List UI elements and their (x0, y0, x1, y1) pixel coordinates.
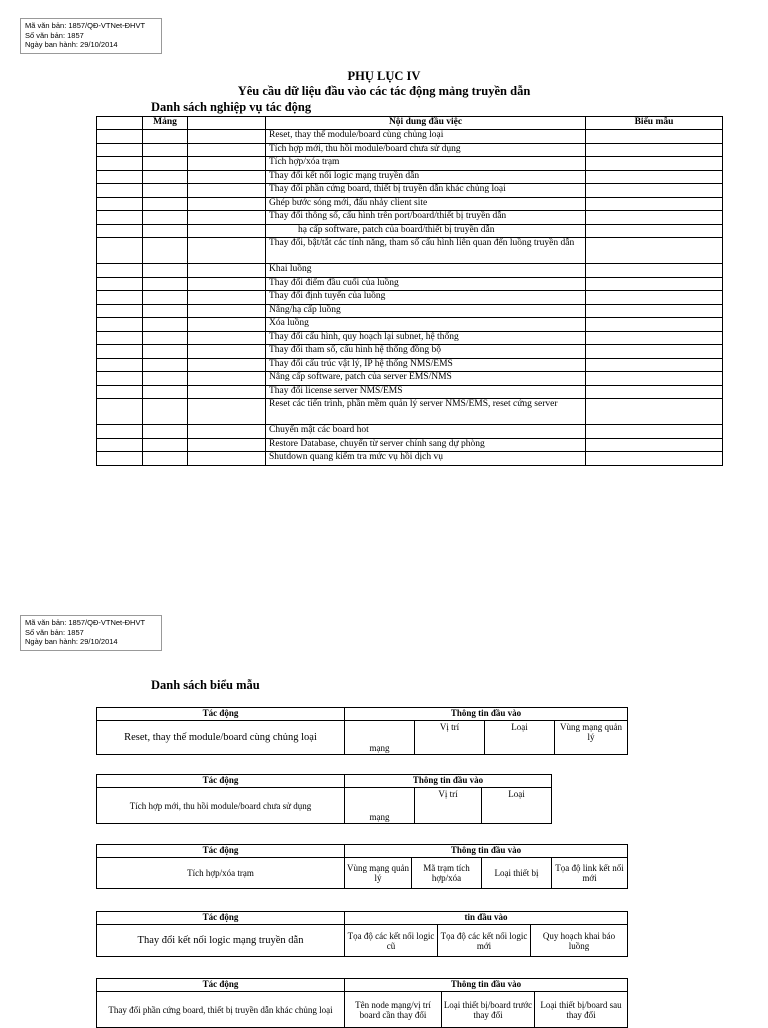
empty-cell (586, 452, 723, 466)
table-row (97, 170, 723, 184)
empty-cell (143, 211, 188, 225)
form-action: Tích hợp mới, thu hồi module/board chưa sử dụng (97, 788, 345, 824)
form-header-input: Thông tin đầu vào (345, 708, 628, 721)
empty-cell (97, 304, 143, 318)
empty-cell (586, 399, 723, 425)
empty-cell (586, 291, 723, 305)
form-header-action: Tác động (97, 845, 345, 858)
task-content-cell: Thay đổi phần cứng board, thiết bị truyền dẫn khác chủng loại (266, 184, 586, 198)
task-content-cell: Shutdown quang kiểm tra mức vụ hồi dịch vụ (266, 452, 586, 466)
form-header-action: Tác động (97, 912, 345, 925)
form-header-action: Tác động (97, 708, 345, 721)
form-field: Loại (482, 788, 552, 824)
empty-cell (97, 358, 143, 372)
form-table-logic-connection (96, 911, 628, 957)
task-content-cell: Thay đổi điểm đầu cuối của luồng (266, 277, 586, 291)
empty-cell (188, 291, 266, 305)
task-content-cell: Ghép bước sóng mới, đấu nhảy client site (266, 197, 586, 211)
form-field: Vị trí (415, 721, 485, 755)
stamp-doc-number: Số văn bản: 1857 (25, 30, 84, 40)
form-field: Loại thiết bị (482, 858, 552, 889)
form-field: mạng (345, 721, 415, 755)
task-content-cell: Thay đổi cấu hình, quy hoạch lại subnet, hệ thống (266, 331, 586, 345)
form-field: Tên node mạng/vị trí board cần thay đổi (345, 992, 442, 1028)
empty-cell (97, 170, 143, 184)
empty-cell (586, 197, 723, 211)
empty-cell (97, 157, 143, 171)
task-content-cell: Thay đổi license server NMS/EMS (266, 385, 586, 399)
empty-cell (97, 438, 143, 452)
empty-cell (97, 385, 143, 399)
form-table-integrate-site (96, 844, 628, 889)
task-content-cell: Tích hợp mới, thu hồi module/board chưa sử dụng (266, 143, 586, 157)
table-row (97, 425, 723, 439)
empty-cell (188, 211, 266, 225)
empty-cell (143, 143, 188, 157)
empty-cell (143, 224, 188, 238)
form-table-integrate-module (96, 774, 552, 824)
task-content-cell: Thay đổi cấu trúc vật lý, IP hệ thống NMS/EMS (266, 358, 586, 372)
form-field: Vị trí (415, 788, 482, 824)
form-header-input: Thông tin đầu vào (345, 775, 552, 788)
empty-cell (143, 264, 188, 278)
form-field: Tọa độ link kết nối mới (552, 858, 628, 889)
form-header-input: Thông tin đầu vào (345, 845, 628, 858)
appendix-subtitle: Yêu cầu dữ liệu đầu vào các tác động mảng truyền dẫn (237, 84, 531, 98)
table-header-row (97, 117, 723, 130)
empty-cell (188, 385, 266, 399)
appendix-title: PHỤ LỤC IV (347, 69, 421, 83)
empty-cell (143, 399, 188, 425)
empty-cell (188, 184, 266, 198)
form-field: Tọa độ các kết nối logic cũ (345, 925, 438, 957)
table-row (97, 399, 723, 425)
empty-cell (97, 211, 143, 225)
empty-cell (586, 170, 723, 184)
task-content-cell: Restore Database, chuyển từ server chính sang dự phòng (266, 438, 586, 452)
empty-cell (143, 425, 188, 439)
table-row (97, 211, 723, 225)
form-field: Quy hoạch khai báo luồng (531, 925, 628, 957)
empty-cell (97, 197, 143, 211)
task-content-cell: Nâng cấp software, patch của server EMS/NMS (266, 372, 586, 386)
empty-cell (97, 143, 143, 157)
empty-cell (586, 345, 723, 359)
task-content-cell: Thay đổi kết nối logic mạng truyền dẫn (266, 170, 586, 184)
table-row (97, 372, 723, 386)
empty-cell (586, 425, 723, 439)
empty-cell (586, 372, 723, 386)
empty-cell (143, 331, 188, 345)
form-field: Loại thiết bị/board sau thay đổi (535, 992, 628, 1028)
form-field: Loại thiết bị/board trước thay đổi (442, 992, 535, 1028)
table-row (97, 238, 723, 264)
form-action: Thay đổi phần cứng board, thiết bị truyền dẫn khác chủng loại (97, 992, 345, 1028)
empty-cell (143, 238, 188, 264)
form-field: Vùng mạng quản lý (345, 858, 412, 889)
table-row (97, 143, 723, 157)
empty-cell (143, 277, 188, 291)
table-row (97, 157, 723, 171)
task-content-cell: Reset, thay thế module/board cùng chủng loại (266, 130, 586, 144)
empty-cell (97, 452, 143, 466)
task-content-cell: Thay đổi thông số, cấu hình trên port/board/thiết bị truyền dẫn (266, 211, 586, 225)
stamp-issue-date: Ngày ban hành: 29/10/2014 (25, 40, 118, 49)
table-row (97, 358, 723, 372)
form-field: mạng (345, 788, 415, 824)
empty-cell (97, 372, 143, 386)
empty-cell (188, 157, 266, 171)
empty-cell (586, 318, 723, 332)
empty-cell (143, 197, 188, 211)
task-content-cell: Chuyển mật các board hot (266, 425, 586, 439)
empty-cell (188, 331, 266, 345)
form-field: Mã trạm tích hợp/xóa (412, 858, 482, 889)
table-row (97, 331, 723, 345)
empty-cell (188, 224, 266, 238)
form-table-reset-module (96, 707, 628, 755)
header-blank (188, 117, 266, 130)
empty-cell (143, 318, 188, 332)
form-field: Tọa độ các kết nối logic mới (438, 925, 531, 957)
empty-cell (586, 157, 723, 171)
empty-cell (97, 224, 143, 238)
empty-cell (143, 157, 188, 171)
table-row (97, 197, 723, 211)
empty-cell (143, 304, 188, 318)
empty-cell (586, 358, 723, 372)
section-heading-forms: Danh sách biểu mẫu (151, 678, 260, 692)
empty-cell (586, 143, 723, 157)
empty-cell (143, 291, 188, 305)
empty-cell (143, 385, 188, 399)
task-content-cell: Tích hợp/xóa trạm (266, 157, 586, 171)
empty-cell (586, 438, 723, 452)
empty-cell (143, 130, 188, 144)
empty-cell (188, 372, 266, 386)
form-action: Reset, thay thế module/board cùng chủng loại (97, 721, 345, 755)
stamp-doc-code: Mã văn bản: 1857/QĐ-VTNet-ĐHVT (25, 21, 146, 30)
empty-cell (188, 170, 266, 184)
empty-cell (97, 331, 143, 345)
table-row (97, 291, 723, 305)
task-content-cell: Nâng/hạ cấp luồng (266, 304, 586, 318)
form-field: Vùng mạng quản lý (555, 721, 628, 755)
stamp-doc-code: Mã văn bản: 1857/QĐ-VTNet-ĐHVT (25, 618, 146, 627)
empty-cell (586, 331, 723, 345)
empty-cell (188, 425, 266, 439)
empty-cell (97, 318, 143, 332)
empty-cell (143, 358, 188, 372)
empty-cell (586, 130, 723, 144)
header-task-content: Nội dung đầu việc (266, 117, 586, 130)
empty-cell (188, 438, 266, 452)
header-form: Biểu mẫu (586, 117, 723, 130)
empty-cell (586, 277, 723, 291)
empty-cell (143, 438, 188, 452)
form-table-hardware-change (96, 978, 628, 1028)
empty-cell (188, 197, 266, 211)
empty-cell (97, 184, 143, 198)
task-content-cell: Thay đổi định tuyến của luồng (266, 291, 586, 305)
table-row (97, 184, 723, 198)
stamp-issue-date: Ngày ban hành: 29/10/2014 (25, 637, 118, 646)
empty-cell (97, 238, 143, 264)
document-stamp (20, 18, 162, 54)
empty-cell (188, 452, 266, 466)
empty-cell (188, 264, 266, 278)
table-row (97, 277, 723, 291)
task-content-cell: Khai luồng (266, 264, 586, 278)
table-row (97, 438, 723, 452)
table-row (97, 130, 723, 144)
empty-cell (586, 264, 723, 278)
task-content-cell: Thay đổi, bật/tắt các tính năng, tham số cấu hình liên quan đến luồng truyền dẫn (266, 238, 586, 264)
form-action: Tích hợp/xóa trạm (97, 858, 345, 889)
form-header-action: Tác động (97, 979, 345, 992)
stamp-doc-number: Số văn bản: 1857 (25, 627, 84, 637)
table-row (97, 264, 723, 278)
section-heading-operations: Danh sách nghiệp vụ tác động (151, 100, 312, 114)
form-header-input: tin đầu vào (345, 912, 628, 925)
empty-cell (143, 170, 188, 184)
table-row (97, 304, 723, 318)
empty-cell (586, 238, 723, 264)
task-content-cell: Reset các tiến trình, phần mềm quản lý server NMS/EMS, reset cứng server (266, 399, 586, 425)
empty-cell (97, 399, 143, 425)
empty-cell (188, 277, 266, 291)
form-header-action: Tác động (97, 775, 345, 788)
header-area: Mảng (143, 117, 188, 130)
empty-cell (188, 399, 266, 425)
empty-cell (97, 291, 143, 305)
empty-cell (188, 143, 266, 157)
form-action: Thay đổi kết nối logic mạng truyền dẫn (97, 925, 345, 957)
empty-cell (586, 184, 723, 198)
task-content-cell: Thay đổi tham số, cấu hình hệ thống đồng bộ (266, 345, 586, 359)
empty-cell (188, 130, 266, 144)
empty-cell (586, 385, 723, 399)
form-field: Loại (485, 721, 555, 755)
empty-cell (188, 238, 266, 264)
table-row (97, 345, 723, 359)
empty-cell (586, 211, 723, 225)
empty-cell (188, 304, 266, 318)
empty-cell (97, 264, 143, 278)
task-content-cell: hạ cấp software, patch của board/thiết bị truyền dẫn (266, 224, 586, 238)
document-stamp-page-2 (20, 615, 162, 651)
empty-cell (97, 425, 143, 439)
empty-cell (143, 345, 188, 359)
empty-cell (586, 304, 723, 318)
empty-cell (97, 130, 143, 144)
form-header-input: Thông tin đầu vào (345, 979, 628, 992)
table-row (97, 318, 723, 332)
table-row (97, 385, 723, 399)
empty-cell (143, 372, 188, 386)
empty-cell (143, 184, 188, 198)
empty-cell (97, 277, 143, 291)
empty-cell (188, 318, 266, 332)
empty-cell (188, 358, 266, 372)
table-row (97, 452, 723, 466)
empty-cell (188, 345, 266, 359)
header-index (97, 117, 143, 130)
empty-cell (143, 452, 188, 466)
operations-table (96, 116, 723, 466)
task-content-cell: Xóa luồng (266, 318, 586, 332)
table-row (97, 224, 723, 238)
empty-cell (586, 224, 723, 238)
empty-cell (97, 345, 143, 359)
